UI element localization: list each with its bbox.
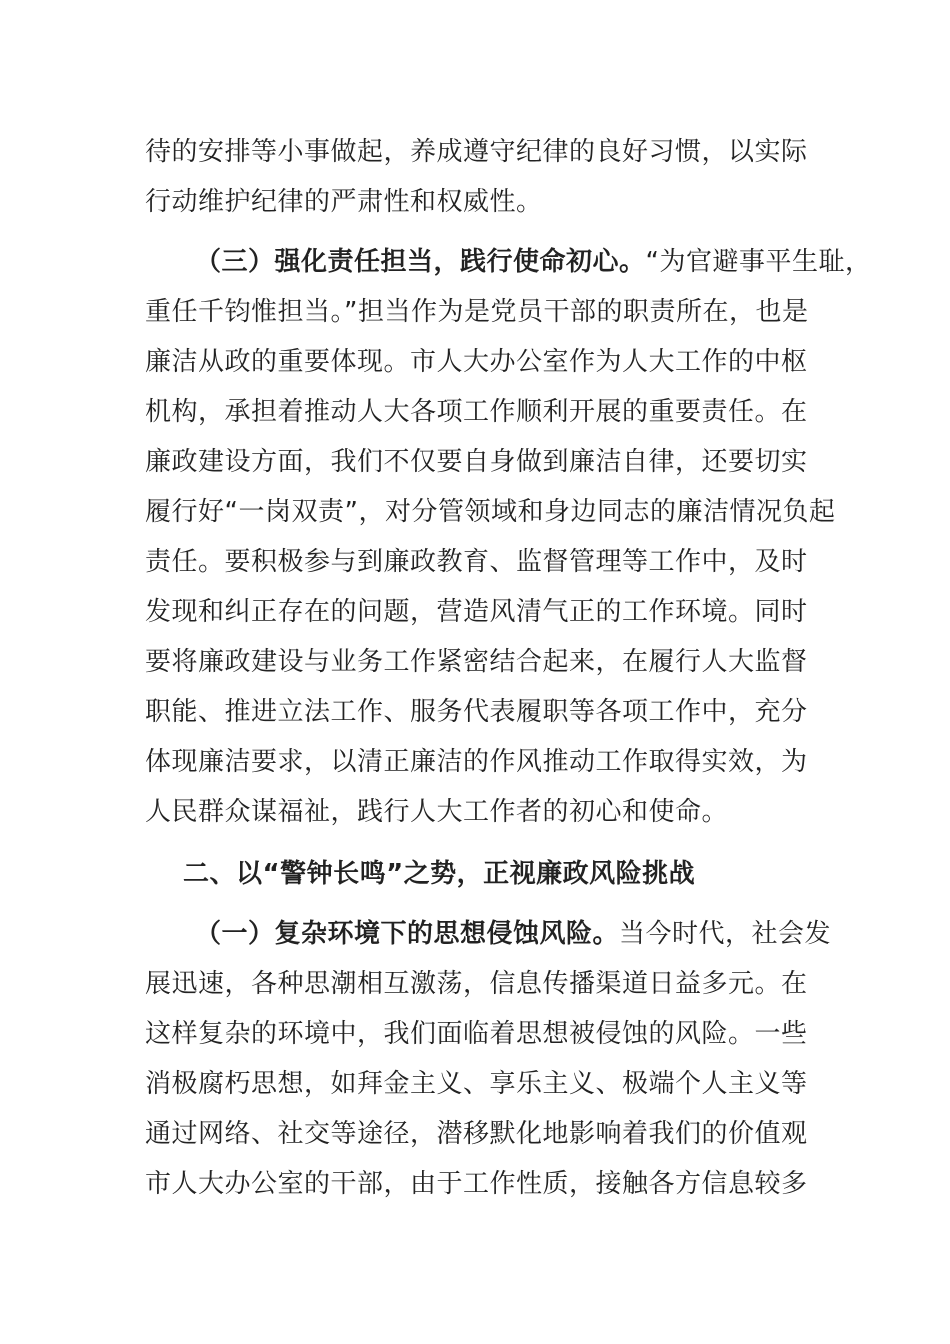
paragraph-3-first-line — [195, 245, 872, 279]
text-line: 机构，承担着推动人大各项工作顺利开展的重要责任。在 — [145, 397, 808, 427]
paragraph-3-lead: （三）强化责任担当，践行使命初心。 — [195, 247, 646, 277]
text-line: 人民群众谋福祉，践行人大工作者的初心和使命。 — [145, 797, 729, 827]
paragraph-1-lead: （一）复杂环境下的思想侵蚀风险。 — [195, 919, 620, 949]
text-line: 待的安排等小事做起，养成遵守纪律的良好习惯，以实际 — [145, 137, 808, 167]
text-line: 这样复杂的环境中，我们面临着思想被侵蚀的风险。一些 — [145, 1019, 808, 1049]
text-line: 责任。要积极参与到廉政教育、监督管理等工作中，及时 — [145, 547, 808, 577]
paragraph-1-text: 当今时代，社会发 — [619, 919, 832, 949]
text-line: 消极腐朽思想，如拜金主义、享乐主义、极端个人主义等 — [145, 1069, 808, 1099]
text-line: 廉洁从政的重要体现。市人大办公室作为人大工作的中枢 — [145, 347, 808, 377]
text-line: 市人大办公室的干部，由于工作性质，接触各方信息较多 — [145, 1169, 808, 1199]
text-line: 发现和纠正存在的问题，营造风清气正的工作环境。同时 — [145, 597, 808, 627]
text-line: 行动维护纪律的严肃性和权威性。 — [145, 187, 543, 217]
section-heading: 二、以“警钟长鸣”之势，正视廉政风险挑战 — [183, 859, 696, 889]
text-line: 重任千钧惟担当。”担当作为是党员干部的职责所在，也是 — [145, 297, 809, 327]
paragraph-1-first-line — [195, 917, 831, 951]
text-line: 职能、推进立法工作、服务代表履职等各项工作中，充分 — [145, 697, 808, 727]
text-line: 要将廉政建设与业务工作紧密结合起来，在履行人大监督 — [145, 647, 808, 677]
text-line: 体现廉洁要求，以清正廉洁的作风推动工作取得实效，为 — [145, 747, 808, 777]
text-line: 廉政建设方面，我们不仅要自身做到廉洁自律，还要切实 — [145, 447, 808, 477]
text-line: 通过网络、社交等途径，潜移默化地影响着我们的价值观 — [145, 1119, 808, 1149]
text-line: 展迅速，各种思潮相互激荡，信息传播渠道日益多元。在 — [145, 969, 808, 999]
paragraph-3-quote: “为官避事平生耻， — [645, 247, 872, 277]
text-line: 履行好“一岗双责”，对分管领域和身边同志的廉洁情况负起 — [145, 497, 836, 527]
